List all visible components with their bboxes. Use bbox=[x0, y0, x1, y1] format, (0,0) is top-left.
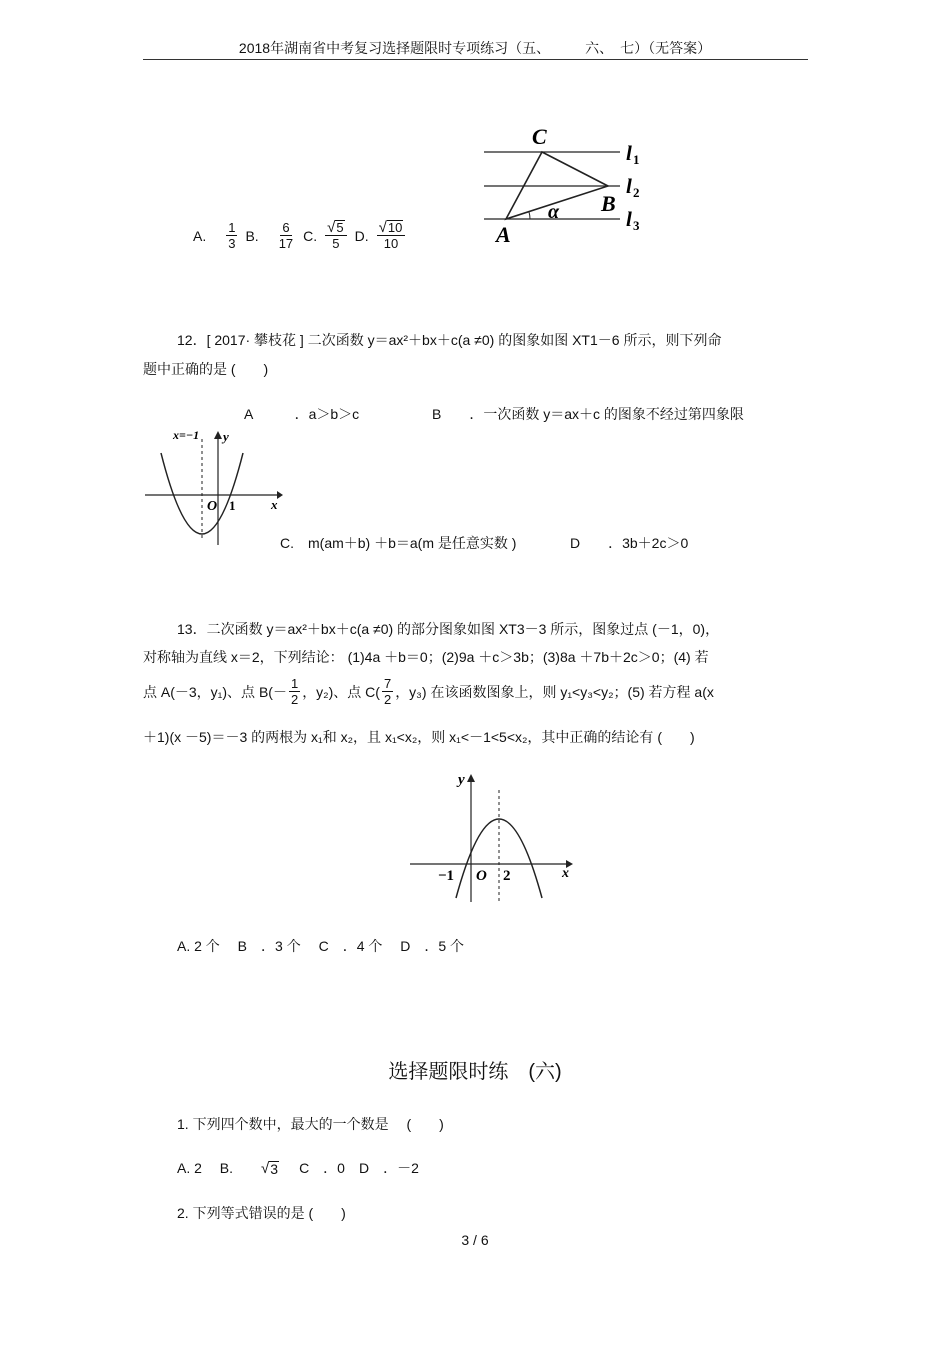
q13-y-label: y bbox=[458, 772, 465, 788]
l2-label: l bbox=[626, 174, 632, 198]
angle-alpha-label: α bbox=[548, 201, 560, 223]
q13-b-num: 1 bbox=[290, 676, 299, 691]
q11-c-sqrt: √ 5 bbox=[327, 219, 344, 236]
q11-b-den: 17 bbox=[278, 236, 294, 251]
q12-origin-label: O bbox=[207, 499, 218, 514]
s6-q1-sqrt: √ 3 bbox=[261, 1159, 279, 1177]
point-c-label: C bbox=[532, 124, 547, 149]
q12-stem-line2: 题中正确的是 ( ) bbox=[143, 361, 269, 377]
l3-subscript: 3 bbox=[633, 218, 640, 233]
q12-one-label: 1 bbox=[229, 498, 236, 513]
q13-stem-line4: ＋1)(x －5)＝－3 的两根为 x₁和 x₂，且 x₁<x₂，则 x₁<－1<5<x₂，其中正确的结论有 ( ) bbox=[143, 729, 695, 745]
s6-q1-stem: 1. 下列四个数中，最大的一个数是 ( ) bbox=[177, 1116, 444, 1132]
q11-d-radicand: 10 bbox=[387, 220, 403, 235]
q11-options bbox=[193, 220, 407, 251]
s6-q1-radicand: 3 bbox=[270, 1160, 279, 1177]
l1-subscript: 1 bbox=[633, 152, 640, 167]
q13-b-fraction bbox=[289, 676, 300, 707]
q13-x-label: x bbox=[562, 866, 569, 881]
q12-option-b: B ．一次函数 y＝ax＋c 的图象不经过第四象限 bbox=[432, 406, 744, 422]
q13-stem-line1: 13．二次函数 y＝ax²＋bx＋c(a ≠0) 的部分图象如图 XT3－3 所示，图象过点 (－1，0)， bbox=[177, 621, 720, 637]
q11-opt-b-fraction bbox=[277, 220, 295, 251]
q11-a-den: 3 bbox=[228, 236, 236, 251]
q12-x-label: x bbox=[271, 497, 278, 512]
q13-line3-pre: 点 A(－3，y₁)、点 B(－ bbox=[143, 683, 287, 700]
q11-opt-a-fraction bbox=[226, 220, 237, 251]
q13-neg1-label: −1 bbox=[438, 868, 455, 884]
q13-line3-mid: ，y₂)、点 C( bbox=[302, 683, 380, 700]
section-title: 选择题限时练 (六) bbox=[388, 1061, 562, 1083]
q11-d-den: 10 bbox=[383, 236, 399, 251]
q13-y-arrow bbox=[467, 774, 475, 782]
q11-triangle-figure bbox=[480, 120, 670, 255]
q13-two-label: 2 bbox=[503, 868, 511, 884]
q11-opt-b-label: B. bbox=[245, 227, 259, 244]
q12-y-arrow bbox=[214, 431, 222, 439]
q12-option-d: D ．3b＋2c＞0 bbox=[570, 535, 689, 551]
q12-option-c: C. m(am＋b) ＋b＝a(m 是任意实数 ) bbox=[280, 535, 517, 551]
page-header-title: 2018年湖南省中考复习选择题限时专项练习（五、 六、 七）（无答案） bbox=[238, 40, 712, 56]
q12-option-a: A ．a＞b＞c bbox=[244, 406, 360, 422]
q11-d-num bbox=[377, 220, 406, 236]
page-number: 3 / 6 bbox=[461, 1232, 489, 1248]
q11-c-den: 5 bbox=[332, 236, 340, 251]
q11-a-num: 1 bbox=[228, 220, 236, 235]
q11-opt-d-fraction bbox=[377, 220, 406, 251]
q13-c-fraction bbox=[382, 676, 393, 707]
l3-label: l bbox=[626, 207, 632, 231]
q11-opt-a-label: A. bbox=[193, 227, 207, 244]
s6-q2-stem: 2. 下列等式错误的是 ( ) bbox=[177, 1205, 346, 1221]
q11-b-num: 6 bbox=[282, 220, 290, 235]
q11-d-sqrt: √ 10 bbox=[378, 219, 403, 236]
s6-q1-opt-rest: C ．0 D ．－2 bbox=[299, 1160, 419, 1176]
q11-opt-d-label: D. bbox=[354, 227, 369, 244]
q12-x-arrow bbox=[277, 491, 283, 499]
l1-label: l bbox=[626, 141, 632, 165]
q13-c-den: 2 bbox=[383, 692, 392, 707]
q12-stem-line1: 12．[ 2017· 攀枝花 ] 二次函数 y＝ax²＋bx＋c(a ≠0) 的图象如图 XT1－6 所示，则下列命 bbox=[177, 332, 722, 348]
q13-c-num: 7 bbox=[383, 676, 392, 691]
q12-axis-label: x=−1 bbox=[173, 428, 200, 442]
point-b-label: B bbox=[601, 191, 616, 216]
s6-q1-opt-ab: A. 2 B. bbox=[177, 1160, 234, 1176]
s6-q1-options bbox=[177, 1159, 419, 1177]
q13-options: A. 2 个 B ．3 个 C ．4 个 D ．5 个 bbox=[177, 938, 465, 954]
l2-subscript: 2 bbox=[633, 185, 640, 200]
q11-opt-c-fraction bbox=[325, 220, 346, 251]
q13-b-den: 2 bbox=[290, 692, 299, 707]
q11-c-radicand: 5 bbox=[336, 220, 344, 235]
q12-parabola-figure bbox=[143, 425, 283, 550]
q13-stem-line2: 对称轴为直线 x＝2，下列结论： (1)4a ＋b＝0；(2)9a ＋c＞3b；(3)8a ＋7b＋2c＞0；(4) 若 bbox=[143, 649, 709, 665]
angle-alpha-arc bbox=[529, 212, 530, 219]
q13-origin-label: O bbox=[476, 868, 487, 884]
point-a-label: A bbox=[496, 222, 511, 247]
q12-y-label: y bbox=[223, 429, 229, 444]
q13-line3-post: ，y₃) 在该函数图象上，则 y₁<y₃<y₂；(5) 若方程 a(x bbox=[395, 683, 714, 700]
header-rule bbox=[143, 59, 808, 60]
q11-c-num bbox=[325, 220, 346, 236]
q13-stem-line3 bbox=[143, 676, 714, 707]
q11-opt-c-label: C. bbox=[303, 227, 318, 244]
q13-parabola-figure bbox=[408, 770, 578, 905]
